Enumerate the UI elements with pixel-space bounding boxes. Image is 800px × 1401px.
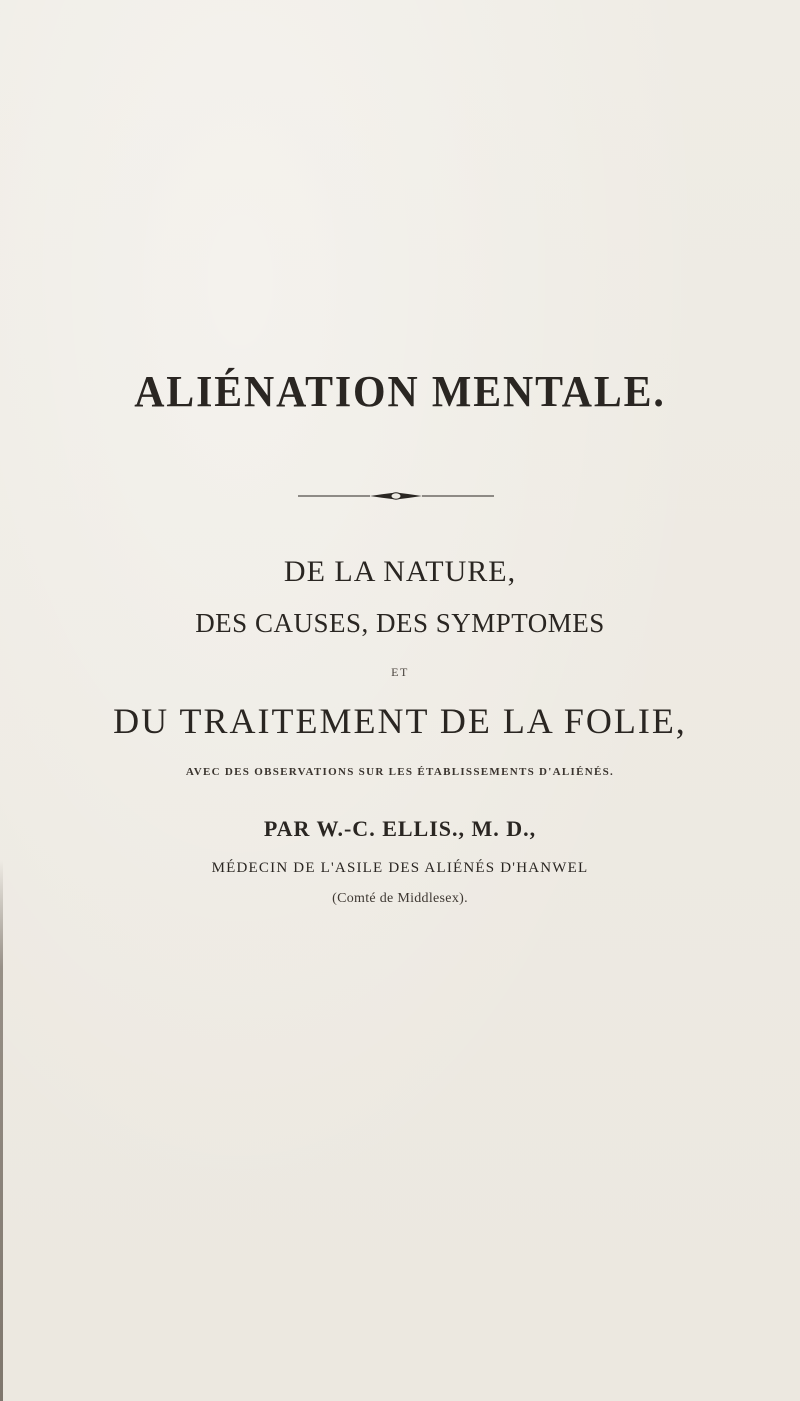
subtitle-nature: DE LA NATURE, <box>283 555 517 588</box>
ornamental-rule <box>298 490 494 502</box>
book-title: ALIÉNATION MENTALE. <box>134 367 666 416</box>
subtitle-causes: DES CAUSES, DES SYMPTOMES <box>195 608 605 638</box>
author-role: MÉDECIN DE L'ASILE DES ALIÉNÉS D'HANWEL <box>211 860 589 876</box>
observations-line: AVEC DES OBSERVATIONS SUR LES ÉTABLISSEMENTS D'ALIÉNÉS. <box>185 766 615 778</box>
subtitle-conjunction: ET <box>391 665 409 679</box>
page-edge-shadow <box>0 860 3 1401</box>
author-location: (Comté de Middlesex). <box>332 891 468 906</box>
subtitle-treatment: DU TRAITEMENT DE LA FOLIE, <box>113 701 687 741</box>
author-line: PAR W.-C. ELLIS., M. D., <box>263 816 537 841</box>
